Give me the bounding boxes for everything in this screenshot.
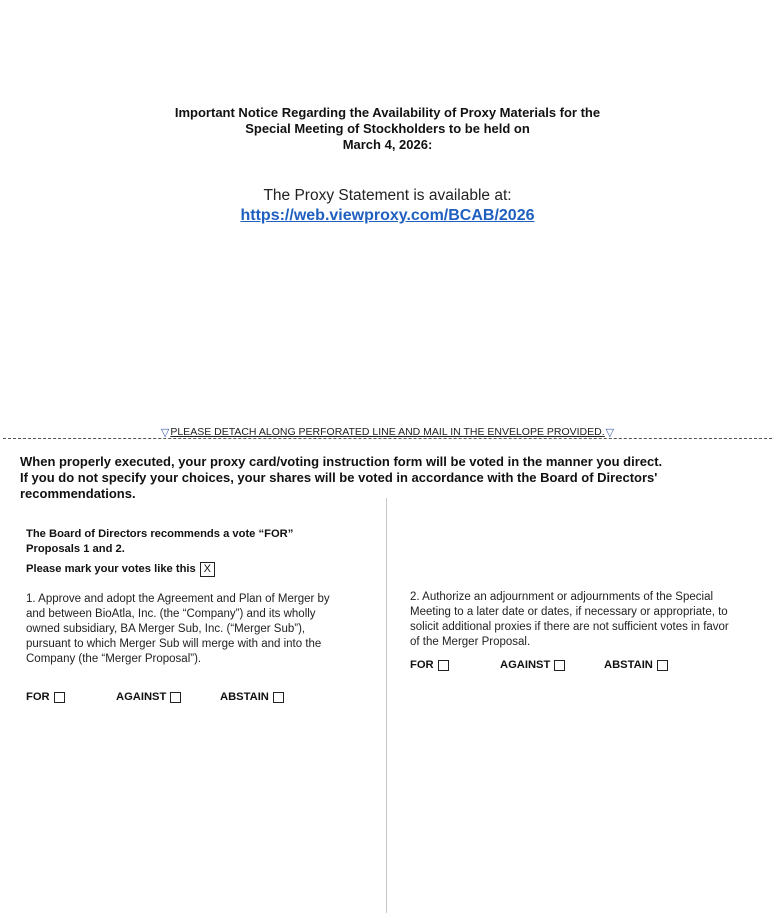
recommendation-line-2: Proposals 1 and 2. — [26, 543, 125, 555]
proxy-statement-availability — [0, 186, 775, 226]
example-mark-box: X — [200, 562, 215, 577]
down-triangle-left-icon: ▽ — [160, 427, 170, 439]
proxy-availability-notice — [0, 105, 775, 153]
recommendation-line-1: The Board of Directors recommends a vote “FOR” — [26, 528, 294, 540]
proposal-2-for-option[interactable] — [410, 659, 500, 671]
abstain-label: ABSTAIN — [604, 659, 653, 671]
proposal-2-against-checkbox[interactable] — [554, 660, 565, 671]
board-recommendation — [26, 527, 356, 557]
proposal-1-against-checkbox[interactable] — [170, 692, 181, 703]
proposal-1-vote-options — [26, 691, 284, 703]
notice-line-3: March 4, 2026: — [342, 137, 433, 152]
down-triangle-right-icon: ▽ — [605, 427, 615, 439]
execution-line-1: When properly executed, your proxy card/voting instruction form will be voted in the manner you direct. — [20, 454, 663, 469]
detach-instruction — [0, 425, 775, 438]
perforated-line — [3, 438, 772, 439]
proposal-2-for-checkbox[interactable] — [438, 660, 449, 671]
notice-line-1: Important Notice Regarding the Availability of Proxy Materials for the — [174, 105, 601, 120]
execution-statement — [20, 454, 740, 502]
proposal-2-abstain-option[interactable] — [604, 659, 668, 671]
proposal-1-abstain-option[interactable] — [220, 691, 284, 703]
mark-instruction — [26, 561, 215, 577]
proposal-1-for-checkbox[interactable] — [54, 692, 65, 703]
mark-instruction-text: Please mark your votes like this — [26, 563, 196, 575]
execution-line-3: recommendations. — [20, 486, 136, 501]
proposal-1-for-option[interactable] — [26, 691, 116, 703]
notice-line-2: Special Meeting of Stockholders to be held on — [245, 121, 530, 136]
execution-line-2: If you do not specify your choices, your shares will be voted in accordance with the Board of Directors' — [20, 470, 658, 485]
for-label: FOR — [410, 659, 434, 671]
for-label: FOR — [26, 691, 50, 703]
against-label: AGAINST — [116, 691, 167, 703]
proposal-1-against-option[interactable] — [116, 691, 220, 703]
against-label: AGAINST — [500, 659, 551, 671]
proposal-2-text: 2. Authorize an adjournment or adjournments of the Special Meeting to a later date or dates, if necessary or appropriate, to solicit additional proxies if there are not sufficient votes in favor of the Merger Proposal. — [410, 591, 729, 648]
column-divider — [386, 498, 387, 913]
availability-text: The Proxy Statement is available at: — [263, 187, 512, 204]
proposal-2-against-option[interactable] — [500, 659, 604, 671]
proposal-1-abstain-checkbox[interactable] — [273, 692, 284, 703]
detach-instruction-text: PLEASE DETACH ALONG PERFORATED LINE AND MAIL IN THE ENVELOPE PROVIDED. — [170, 426, 605, 438]
proxy-statement-link[interactable]: https://web.viewproxy.com/BCAB/2026 — [240, 207, 535, 224]
abstain-label: ABSTAIN — [220, 691, 269, 703]
proposal-1-text: 1. Approve and adopt the Agreement and Plan of Merger by and between BioAtla, Inc. (the “Company”) and its wholly owned subsidiary, BA Merger Sub, Inc. (“Merger Sub”), pursuant to which Merger Sub will merge with and into the Company (the “Merger Proposal”). — [26, 593, 330, 665]
proposal-2-vote-options — [410, 659, 668, 671]
proposal-2-abstain-checkbox[interactable] — [657, 660, 668, 671]
